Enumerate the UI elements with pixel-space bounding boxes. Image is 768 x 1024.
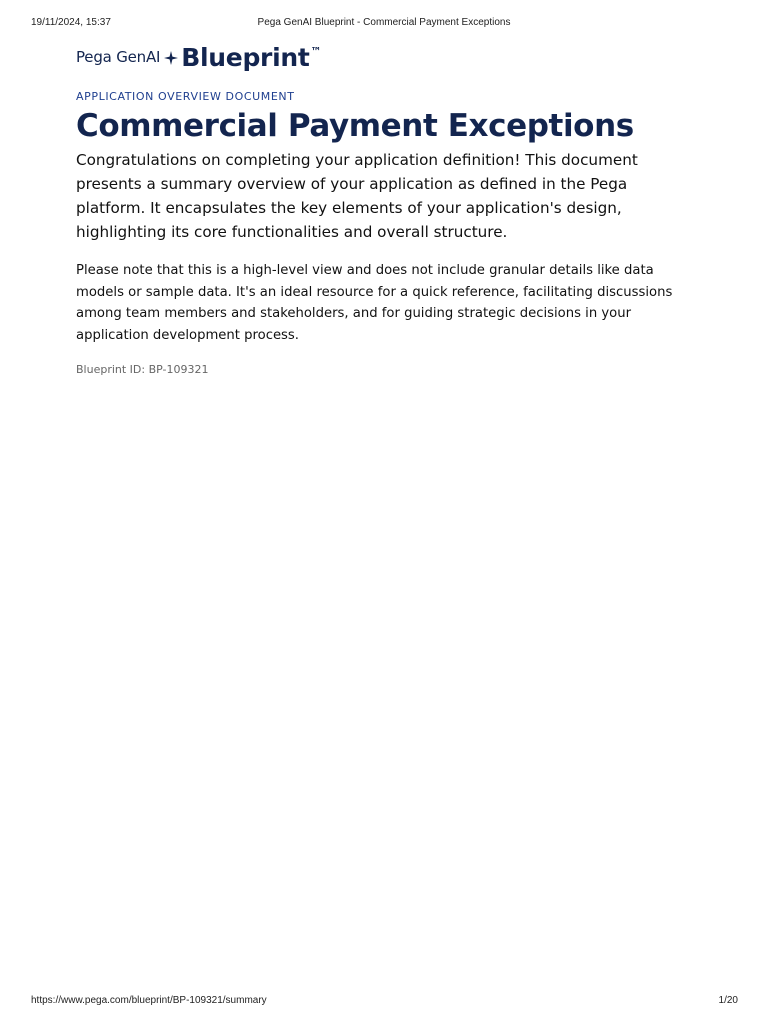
sparkle-icon [164,50,178,64]
pega-genai-blueprint-logo [76,40,322,74]
document-eyebrow: APPLICATION OVERVIEW DOCUMENT [76,90,295,103]
print-datetime: 19/11/2024, 15:37 [31,17,111,28]
logo-trademark: ™ [310,44,322,58]
blueprint-id: Blueprint ID: BP-109321 [76,363,209,376]
logo-product: Blueprint [181,42,310,72]
intro-paragraph: Congratulations on completing your application definition! This document presents a summary overview of your application as defined in the Pega platform. It encapsulates the key elements of your application's design, highlighting its core functionalities and overall structure. [76,151,638,241]
document-title: Commercial Payment Exceptions [76,108,634,144]
note-paragraph: Please note that this is a high-level view and does not include granular details like data models or sample data. It's an ideal resource for a quick reference, facilitating discussions among team members and stakeholders, and for guiding strategic decisions in your application development process. [76,263,673,343]
print-footer [0,990,768,1014]
print-page-number: 1/20 [718,995,738,1006]
print-header [0,0,768,36]
print-url: https://www.pega.com/blueprint/BP-109321/summary [31,995,267,1006]
print-page-title: Pega GenAI Blueprint - Commercial Payment Exceptions [257,17,511,28]
logo-prefix: Pega GenAI [76,48,161,66]
